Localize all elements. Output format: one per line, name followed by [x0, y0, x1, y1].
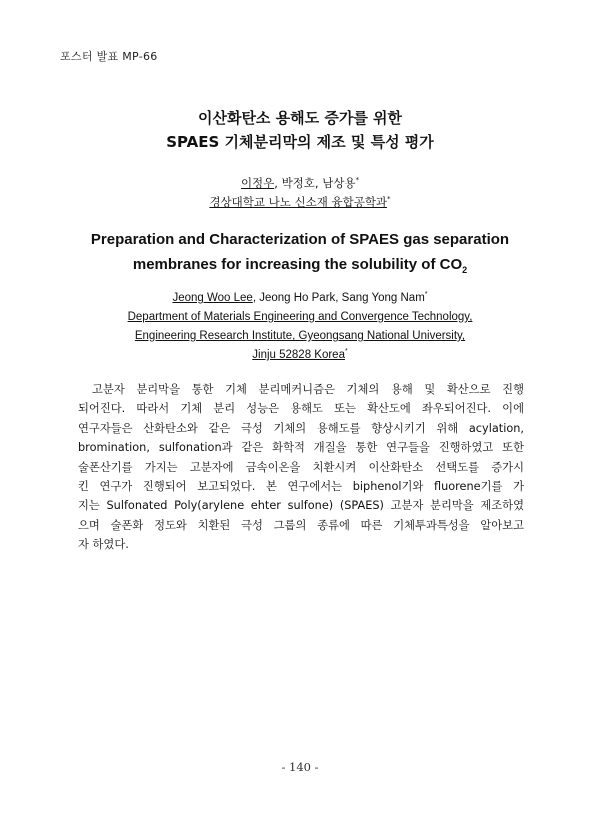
english-title-line-2-text: membranes for increasing the solubility of CO: [132, 256, 463, 273]
abstract-line: 으며 술폰화 정도와 치환된 극성 그룹의 종류에 따른 기체투과특성을 알아보고: [78, 518, 524, 532]
english-affiliation-line-3: [0, 349, 600, 361]
korean-title-line-2: SPAES 기체분리막의 제조 및 특성 평가: [166, 133, 434, 151]
co2-subscript: 2: [462, 265, 468, 275]
abstract: [78, 380, 524, 555]
english-affiliation-line-2-text: Engineering Research Institute, Gyeongsang National University,: [134, 330, 466, 342]
korean-first-author: 이정우: [240, 176, 275, 190]
english-affiliation-line-3-text: Jinju 52828 Korea: [252, 349, 345, 361]
english-authors: [0, 292, 600, 304]
english-other-authors: , Jeong Ho Park, Sang Yong Nam: [252, 292, 425, 304]
poster-label: 포스터 발표 MP-66: [60, 50, 158, 63]
english-affiliation-line-1-text: Department of Materials Engineering and Convergence Technology,: [127, 311, 473, 323]
english-title-line-1: Preparation and Characterization of SPAES gas separation: [90, 231, 510, 248]
corresponding-mark: *: [344, 348, 348, 356]
abstract-line: 연구자들은 산화탄소와 같은 극성 기체의 용해도를 향상시키기 위해 acylation,: [78, 421, 524, 435]
korean-authors: [0, 175, 600, 191]
page-number: - 140 -: [281, 760, 319, 774]
corresponding-mark: *: [355, 176, 360, 185]
english-first-author: Jeong Woo Lee: [172, 292, 253, 304]
english-title-line-2: [0, 256, 600, 273]
abstract-line: 술폰산기를 가지는 고분자에 금속이온을 치환시켜 이산화탄소 선택도를 증가시: [78, 460, 524, 474]
corresponding-mark: *: [387, 195, 391, 204]
abstract-line: bromination, sulfonation과 같은 화학적 개질을 통한 연구들을 진행하였고 또한: [78, 441, 524, 455]
korean-affiliation-text: 경상대학교 나노 신소재 융합공학과: [209, 195, 388, 209]
korean-affiliation: [0, 194, 600, 210]
corresponding-mark: *: [424, 291, 428, 299]
abstract-line: 되어진다. 따라서 기체 분리 성능은 용해도 또는 확산도에 좌우되어진다. 이에: [78, 402, 524, 416]
english-affiliation-line-1: [0, 311, 600, 323]
abstract-line: 킨 연구가 진행되어 보고되었다. 본 연구에서는 biphenol기와 fluorene기를 가: [78, 480, 524, 494]
abstract-line: 고분자 분리막을 통한 기체 분리메커니즘은 기체의 용해 및 확산으로 진행: [92, 383, 524, 396]
abstract-line: 자 하였다.: [78, 538, 129, 552]
korean-title-line-1: 이산화탄소 용해도 증가를 위한: [197, 109, 403, 127]
english-affiliation-line-2: [0, 330, 600, 342]
korean-other-authors: , 박정호, 남상용: [274, 176, 356, 190]
abstract-line: 지는 Sulfonated Poly(arylene ehter sulfone) (SPAES) 고분자 분리막을 제조하였: [78, 499, 524, 513]
